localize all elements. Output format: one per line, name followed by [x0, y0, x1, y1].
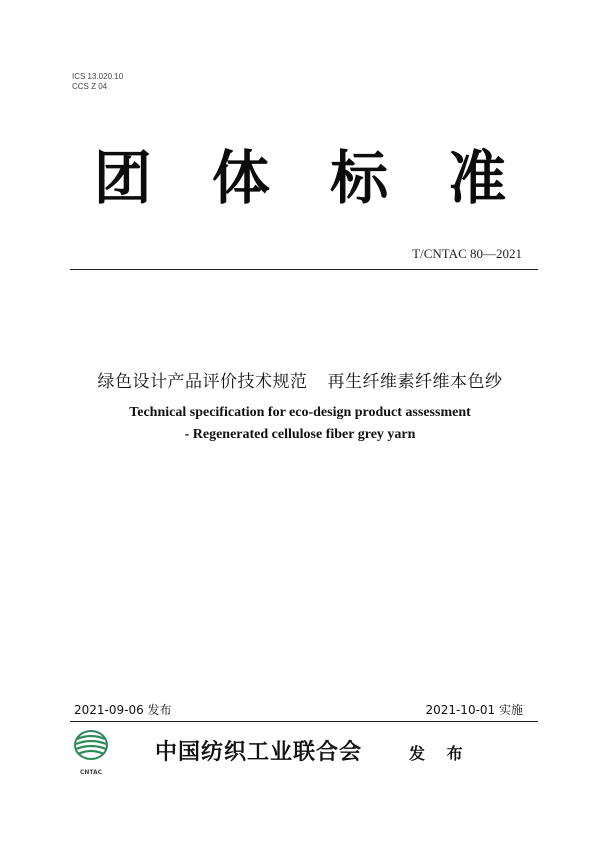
implement-date: 2021-10-01 实施	[425, 703, 523, 717]
classification-codes	[72, 72, 123, 92]
chinese-title	[0, 367, 600, 392]
standard-number: T/CNTAC 80—2021	[412, 246, 522, 261]
chinese-title-part1: 绿色设计产品评价技术规范	[97, 372, 308, 392]
ics-code: ICS 13.020.10	[72, 72, 124, 81]
english-title-line2: - Regenerated cellulose fiber grey yarn	[184, 427, 416, 442]
english-title-line1: Technical specification for eco-design product assessment	[129, 405, 471, 420]
ccs-code: CCS Z 04	[72, 82, 108, 91]
logo-text: CNTAC	[79, 769, 103, 776]
bottom-divider	[70, 721, 538, 722]
publish-date: 2021-09-06 发布	[74, 703, 172, 717]
cntac-logo-icon	[70, 728, 112, 778]
top-divider	[70, 269, 538, 270]
publisher-name: 中国纺织工业联合会	[155, 739, 363, 765]
document-type-title: 团 体 标 准	[93, 144, 527, 212]
publish-label: 发 布	[409, 744, 471, 763]
chinese-title-part2: 再生纤维素纤维本色纱	[327, 372, 503, 392]
